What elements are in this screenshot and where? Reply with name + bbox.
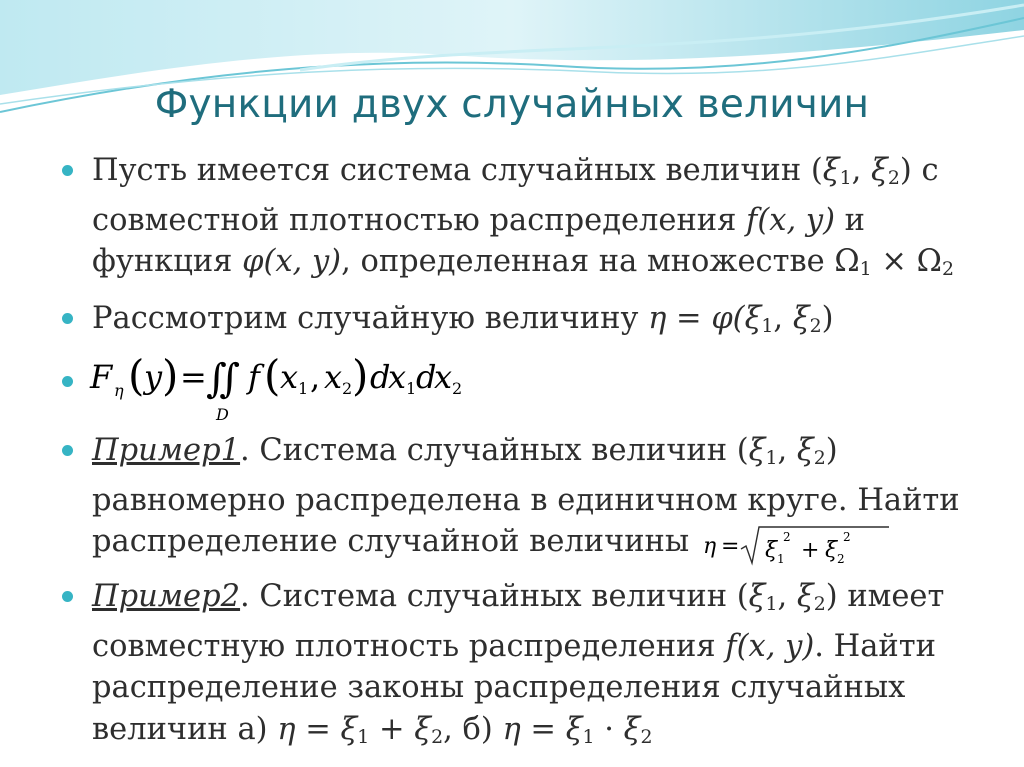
index-1: 1 xyxy=(298,379,309,398)
text: Пусть имеется система случайных величин ( xyxy=(92,153,823,188)
text: , xyxy=(773,300,793,336)
text: , xyxy=(777,433,797,468)
square-exponent: 2 xyxy=(782,530,791,544)
f-symbol: f xyxy=(248,358,260,396)
args: (x, y) xyxy=(736,628,815,664)
eta-subscript: η xyxy=(114,381,124,400)
paren-open: ( xyxy=(128,351,145,400)
dot-sign: · xyxy=(594,711,624,747)
xi-symbol: ξ xyxy=(748,579,766,614)
index: 2 xyxy=(813,593,826,615)
plus-sign: + xyxy=(800,538,820,563)
phi-symbol: φ xyxy=(242,244,264,279)
index: 2 xyxy=(809,314,822,337)
args: (x, y) xyxy=(263,244,342,279)
xi-symbol: ξ xyxy=(414,711,432,747)
bullet-marker xyxy=(62,591,73,602)
index-2: 2 xyxy=(836,552,845,566)
d-symbol: d xyxy=(370,358,391,396)
equals-sign: = xyxy=(720,534,740,559)
comma: , xyxy=(310,358,321,396)
xi-symbol: ξ xyxy=(822,153,840,188)
text: , б) xyxy=(443,711,503,747)
index-2: 2 xyxy=(452,379,463,398)
xi-symbol: ξ xyxy=(796,433,814,468)
xi-symbol: ξ xyxy=(796,579,814,614)
bullet-marker xyxy=(62,376,73,387)
args: (x, y) xyxy=(757,202,835,238)
f-symbol: f xyxy=(725,628,737,664)
bullet-example-1 xyxy=(62,430,982,569)
index: 1 xyxy=(765,447,778,469)
index: 1 xyxy=(839,167,852,189)
square-exponent: 2 xyxy=(842,530,851,544)
index: 1 xyxy=(357,725,370,748)
index: 2 xyxy=(941,258,954,280)
index: 1 xyxy=(582,725,595,748)
eta-equals: η = xyxy=(277,711,341,747)
xi-symbol: ξ xyxy=(748,433,766,468)
bullet-marker xyxy=(62,165,73,176)
xi-symbol: ξ xyxy=(764,538,777,563)
text: и функция xyxy=(92,202,865,279)
xi-symbol: ξ xyxy=(744,300,762,336)
text: Рассмотрим случайную величину xyxy=(92,300,649,336)
xi-symbol: ξ xyxy=(824,538,837,563)
text: . Найти распределение законы распределения случайных величин а) xyxy=(92,628,936,747)
F-symbol: F xyxy=(90,358,113,396)
x-symbol: x xyxy=(388,358,407,396)
index-1: 1 xyxy=(776,552,785,566)
xi-symbol: ξ xyxy=(565,711,583,747)
xi-symbol: ξ xyxy=(340,711,358,747)
bullet-marker xyxy=(62,445,73,456)
d-symbol: d xyxy=(416,358,437,396)
eta-symbol: η xyxy=(702,534,717,559)
text: . Система случайных величин ( xyxy=(240,433,749,468)
index: 2 xyxy=(640,725,653,748)
slide-title: Функции двух случайных величин xyxy=(154,82,870,127)
bullet-consider-eta xyxy=(62,298,982,348)
omega-symbol: Ω xyxy=(916,244,942,279)
region-D: D xyxy=(216,405,229,422)
index: 2 xyxy=(431,725,444,748)
text: , xyxy=(777,579,797,614)
paren-open: ( xyxy=(264,351,281,400)
xi-symbol: ξ xyxy=(871,153,888,188)
text: . Система случайных величин ( xyxy=(240,579,749,614)
index: 1 xyxy=(859,258,872,280)
plus-sign: + xyxy=(369,711,415,747)
bullet-example-2 xyxy=(62,576,982,758)
text: , определенная на множестве xyxy=(341,244,835,279)
eta-definition: η = φ( xyxy=(648,300,745,336)
xi-symbol: ξ xyxy=(623,711,641,747)
omega-symbol: Ω xyxy=(834,244,860,279)
text: ) имеет совместную плотность распределения xyxy=(92,579,945,664)
paren-close: ) xyxy=(352,351,369,400)
eta-equals: η = xyxy=(502,711,566,747)
index: 1 xyxy=(765,593,778,615)
example-label: Пример2 xyxy=(92,579,241,614)
index: 1 xyxy=(761,314,774,337)
bullet-list xyxy=(62,150,982,765)
index-2: 2 xyxy=(342,379,353,398)
text: ) равномерно распределена в единичном круге. Найти распределение случайной величины xyxy=(92,433,960,559)
eta-sqrt-formula xyxy=(699,523,889,569)
equals-sign: = xyxy=(180,358,207,396)
example-label: Пример1 xyxy=(92,433,241,468)
text: , xyxy=(851,153,872,188)
bullet-system-definition xyxy=(62,150,982,291)
paren-close: ) xyxy=(162,351,179,400)
bullet-cdf-formula xyxy=(62,351,982,422)
index-1: 1 xyxy=(406,379,417,398)
x-symbol: x xyxy=(434,358,453,396)
x-symbol: x xyxy=(280,358,299,396)
f-symbol: f xyxy=(746,202,758,238)
y-arg: y xyxy=(144,358,163,396)
times-symbol: × xyxy=(871,244,917,279)
xi-symbol: ξ xyxy=(792,300,810,336)
index: 2 xyxy=(813,447,826,469)
x-symbol: x xyxy=(324,358,343,396)
text: ) с совместной плотностью распределения xyxy=(92,153,939,238)
text: ) xyxy=(821,300,834,336)
double-integral: ∬ xyxy=(206,356,241,402)
index: 2 xyxy=(887,167,900,189)
bullet-marker xyxy=(62,313,73,324)
cdf-integral-formula xyxy=(88,342,508,422)
